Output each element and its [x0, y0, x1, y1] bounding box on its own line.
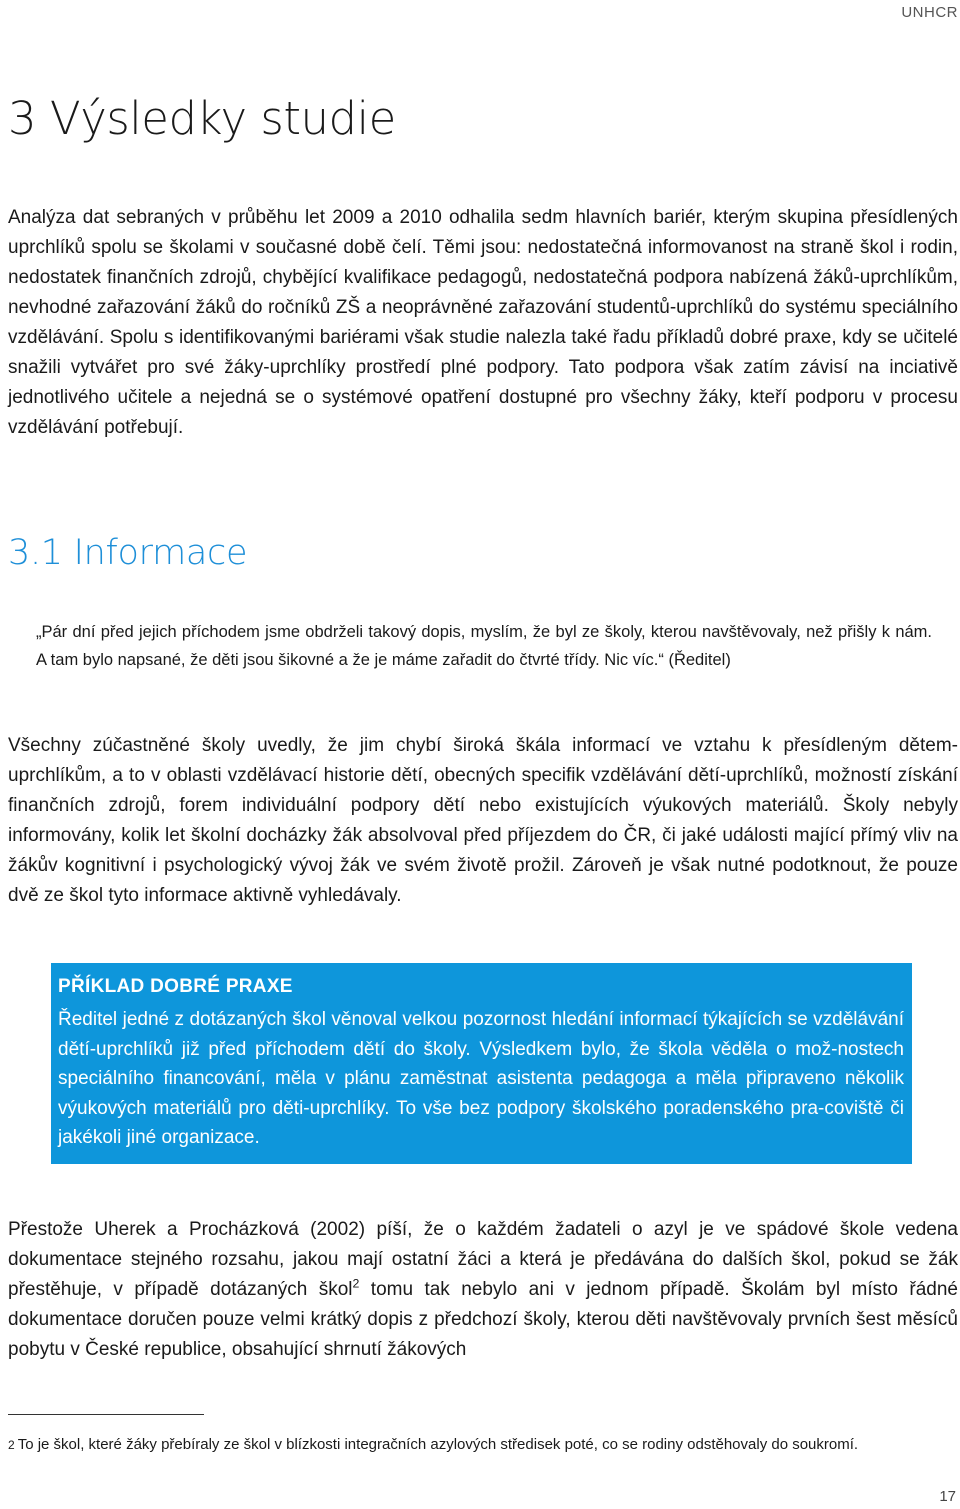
callout-title: PŘÍKLAD DOBRÉ PRAXE	[58, 976, 293, 997]
documentation-text-after: tomu tak nebylo ani v jednom případě. Školám byl místo řádné dokumentace doručen pouze velmi krátký dopis z předchozí školy, kterou děti navštěvovaly prvních šest měsíců pobytu v České republice, obsahující shrnutí žákových	[8, 1279, 958, 1360]
footnote-marker: 2	[8, 1438, 15, 1452]
footnote-text: To je škol, které žáky přebíraly ze škol v blízkosti integračních azylových středisek poté, co se rodiny odstěhovaly do soukromí.	[17, 1436, 859, 1453]
footnote-reference[interactable]: 2	[352, 1276, 360, 1291]
principal-quote: „Pár dní před jejich příchodem jsme obdrželi takový dopis, myslím, že byl ze školy, kterou navštěvovaly, než přišly k nám. A tam bylo napsané, že děti jsou šikovné a že je máme zařadit do čtvrté třídy. Nic víc.“ (Ředitel)	[36, 623, 932, 669]
information-paragraph: Všechny zúčastněné školy uvedly, že jim chybí široká škála informací ve vztahu k přesídleným dětem-uprchlíkům, a to v oblasti vzdělávací historie dětí, obecných specifik vzdělávání dětí-uprchlíků, možností získání finančních zdrojů, forem individuální podpory dětí nebo existujících výukových materiálů. Školy nebyly informovány, kolik let školní docházky žák absolvoval před příjezdem do ČR, či jaké události mající přímý vliv na žákův kognitivní i psychologický vývoj žák ve svém životě prožil. Zároveň je však nutné podotknout, že pouze dvě ze škol tyto informace aktivně vyhledávaly.	[8, 735, 958, 906]
callout-text: Ředitel jedné z dotázaných škol věnoval velkou pozornost hledání informací týkajících se vzdělávání dětí-uprchlíků již před příchodem dětí do školy. Výsledkem bylo, že škola věděla o mož-nostech speciálního financování, měla v plánu zaměstnat asistenta pedagoga a měla připraveno několik výukových materiálů pro děti-uprchlíky. To vše bez podpory školského poradenského pra-coviště či jakékoli jiné organizace.	[58, 1009, 904, 1148]
intro-paragraph: Analýza dat sebraných v průběhu let 2009 a 2010 odhalila sedm hlavních bariér, kterým skupina přesídlených uprchlíků spolu se školami v současné době čelí. Těmi jsou: nedostatečná informovanost na straně škol i rodin, nedostatek finančních zdrojů, chybějící kvalifikace pedagogů, nedostatečná podpora nabízená žáků-uprchlíkům, nevhodné zařazování žáků do ročníků ZŠ a neoprávněné zařazování studentů-uprchlíků do systému speciálního vzdělávání. Spolu s identifikovanými bariérami však studie nalezla také řadu příkladů dobré praxe, kdy se učitelé snažili vytvářet pro své žáky-uprchlíky prostředí plné podpory. Tato podpora však zatím závisí na inciativě jednotlivého učitele a nejedná se o systémové opatření dostupné pro všechny žáky, kteří podporu v procesu vzdělávání potřebují.	[8, 207, 958, 438]
footnote	[8, 1433, 948, 1457]
documentation-text-before: Přestože Uherek a Procházková (2002) píší, že o každém žadateli o azyl je ve spádové škole vedena dokumentace stejného rozsahu, jakou mají ostatní žáci a která je předávána do dalších škol, pokud se žák přestěhuje, v případě dotázaných škol	[8, 1219, 958, 1300]
documentation-paragraph	[8, 1215, 958, 1365]
good-practice-callout	[51, 963, 912, 1164]
section-title: 3.1 Informace	[8, 533, 248, 573]
organization-label: UNHCR	[901, 4, 958, 21]
footnote-divider	[8, 1414, 204, 1415]
page-number: 17	[939, 1488, 956, 1505]
chapter-title: 3 Výsledky studie	[8, 92, 396, 145]
